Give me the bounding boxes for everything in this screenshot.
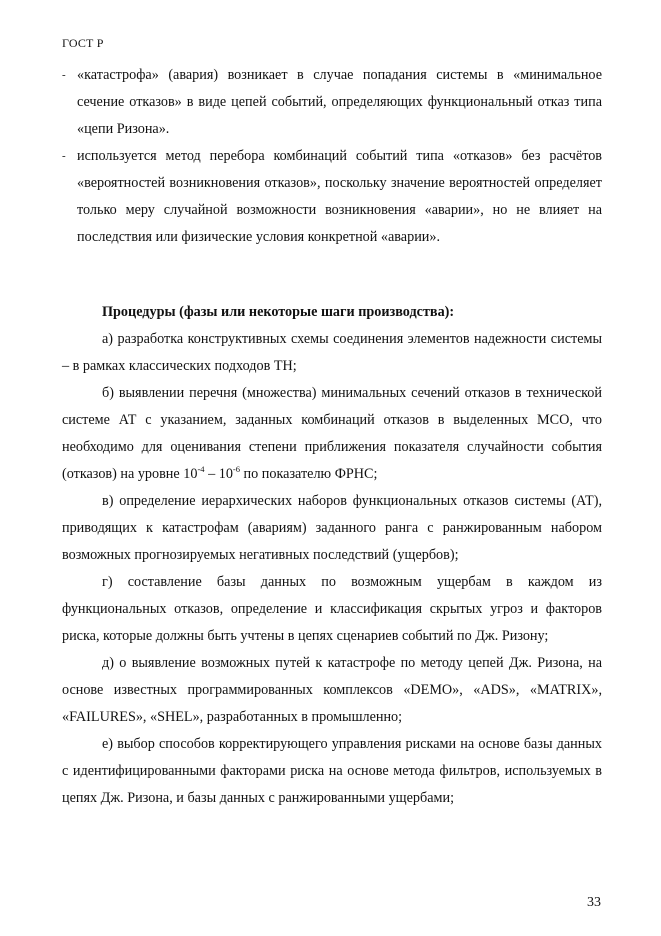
procedure-item-b <box>62 380 602 488</box>
exponent: -6 <box>232 464 240 474</box>
range-dash: – 10 <box>204 466 233 482</box>
page-number: 33 <box>587 895 601 910</box>
bullet-list <box>62 62 602 251</box>
procedure-item-g: г) составление базы данных по возможным ущербам в каждом из функциональных отказов, определение и классификация скрытых угроз и факторов риска, которые должны быть учтены в цепях сценариев событий по Дж. Ризону; <box>62 574 602 644</box>
procedure-item-d: д) о выявление возможных путей к катастрофе по методу цепей Дж. Ризона, на основе известных программированных комплексов «DEMO», «ADS», «MATRIX», «FAILURES», «SHEL», разработанных в промышленно; <box>62 655 602 725</box>
bullet-text: используется метод перебора комбинаций событий типа «отказов» без расчётов «вероятностей возникновения отказов», поскольку значение вероятностей определяет только меру случайной возможности возникновения «аварии», но не влияет на последствия или физические условия конкретной «аварии». <box>77 148 602 245</box>
document-header-code: ГОСТ Р <box>62 36 104 50</box>
procedure-item-v: в) определение иерархических наборов функциональных отказов системы (АТ), приводящих к катастрофам (авариям) заданного ранга с ранжированным набором возможных прогнозируемых негативных последствий (ущербов); <box>62 493 602 563</box>
bullet-item <box>62 143 602 251</box>
procedure-item-a: а) разработка конструктивных схемы соединения элементов надежности системы – в рамках классических подходов ТН; <box>62 331 602 374</box>
procedures-section <box>62 299 602 812</box>
exponent: -4 <box>197 464 205 474</box>
procedure-item-b-text: б) выявлении перечня (множества) минимальных сечений отказов в технической системе АТ с указанием, заданных комбинаций отказов в выделенных МСО, что необходимо для оценивания степени приближения показателя случайности события (отказов) на уровне 10 <box>62 385 602 482</box>
bullet-dash-icon: ‑ <box>62 69 66 81</box>
bullet-text: «катастрофа» (авария) возникает в случае попадания системы в «минимальное сечение отказов» в виде цепей событий, определяющих функциональный отказ типа «цепи Ризона». <box>77 67 602 137</box>
bullet-item <box>62 62 602 143</box>
procedure-item-b-tail: по показателю ФРНС; <box>240 466 378 482</box>
procedures-heading: Процедуры (фазы или некоторые шаги производства): <box>102 304 455 320</box>
bullet-dash-icon: ‑ <box>62 150 66 162</box>
procedure-item-e: е) выбор способов корректирующего управления рисками на основе базы данных с идентифицированными факторами риска на основе метода фильтров, используемых в цепях Дж. Ризона, и базы данных с ранжированными ущербами; <box>62 736 602 806</box>
